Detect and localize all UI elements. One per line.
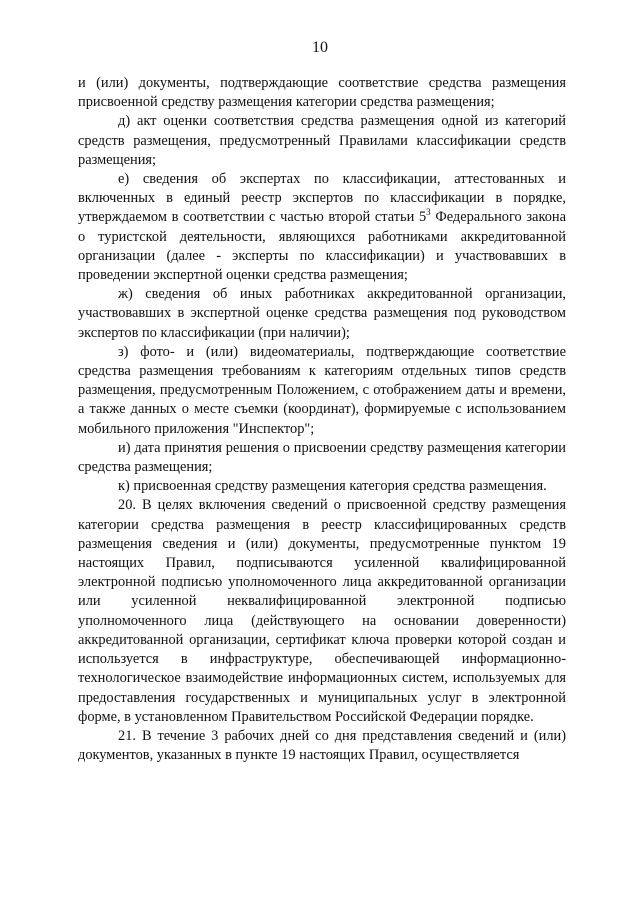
- paragraph-item-i: и) дата принятия решения о присвоении средству размещения категории средства размещения;: [78, 439, 566, 476]
- paragraph-item-z: з) фото- и (или) видеоматериалы, подтверждающие соответствие средства размещения требованиям к категориям отдельных типов средств размещения, предусмотренным Положением, с отображением даты и времени, а также данных о месте съемки (координат), формируемые с использованием мобильного приложения "Инспектор";: [78, 343, 566, 437]
- paragraph-item-k: к) присвоенная средству размещения категория средства размещения.: [118, 478, 547, 495]
- paragraph-clause-20: 20. В целях включения сведений о присвоенной средству размещения категории средства размещения в реестр классифицированных средств размещения сведения и (или) документы, предусмотренные пунктом 19 настоящих Правил, подписываются усиленной квалифицированной электронной подписью уполномоченного лица аккредитованной организации или усиленной неквалифицированной электронной подписью уполномоченного лица (действующего на основании доверенности) аккредитованной организации, сертификат ключа проверки которой создан и используется в инфраструктуре, обеспечивающей информационно-технологическое взаимодействие информационных систем, используемых для предоставления государственных и муниципальных услуг в электронной форме, в установленном Правительством Российской Федерации порядке.: [78, 497, 566, 725]
- paragraph-clause-21: 21. В течение 3 рабочих дней со дня представления сведений и (или) документов, указанных в пункте 19 настоящих Правил, осуществляется: [78, 727, 566, 764]
- paragraph-item-d: д) акт оценки соответствия средства размещения одной из категорий средств размещения, предусмотренный Правилами классификации средств размещения;: [78, 113, 566, 168]
- document-body: [78, 74, 566, 765]
- paragraph-continuation: и (или) документы, подтверждающие соответствие средства размещения присвоенной средству размещения категории средства размещения;: [78, 75, 566, 111]
- paragraph-item-e-text-1: е) сведения об экспертах по классификации, аттестованных и включенных в единый реестр экспертов по классификации в порядке, утверждаемом в соответствии с частью второй статьи 5: [78, 171, 566, 226]
- paragraph-item-e-text-2: Федерального закона о туристской деятельности, являющихся работниками аккредитованной организации (далее - эксперты по классификации) и участвовавших в проведении экспертной оценки средства размещения;: [78, 209, 566, 284]
- paragraph-item-zh: ж) сведения об иных работниках аккредитованной организации, участвовавших в экспертной оценке средства размещения под руководством экспертов по классификации (при наличии);: [78, 286, 566, 341]
- page-number: 10: [312, 39, 328, 56]
- article-superscript: 3: [426, 207, 431, 218]
- paragraph-item-e: [78, 170, 566, 285]
